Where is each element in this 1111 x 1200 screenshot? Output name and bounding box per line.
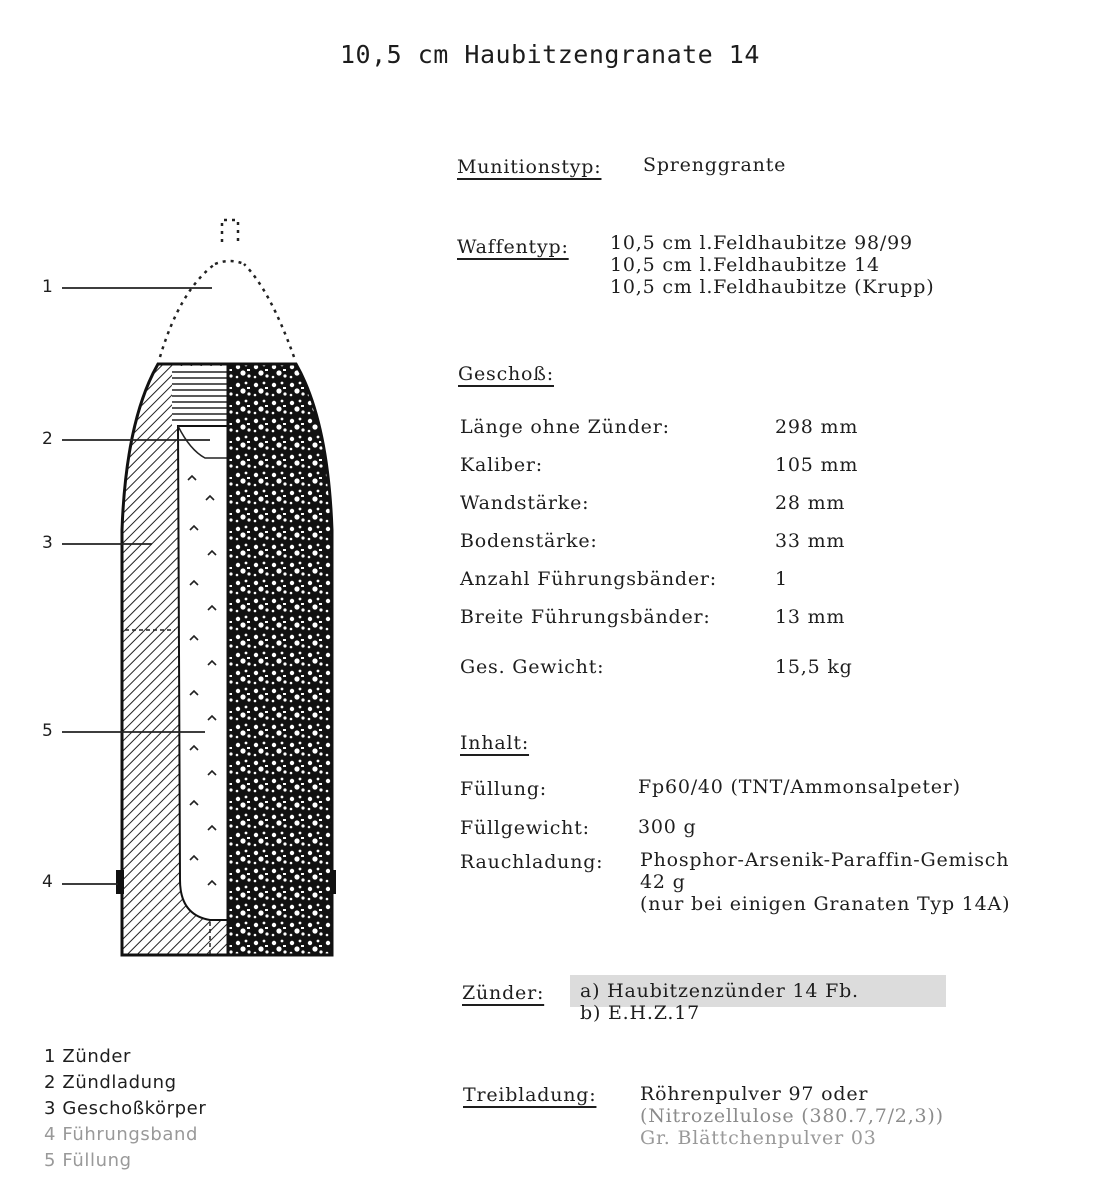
rauchladung-line: 42 g [640,871,686,893]
spec-row: Bodenstärke: 33 mm [460,530,846,552]
legend-item: 1 Zünder [44,1046,132,1067]
geschoss-table [460,408,880,686]
fuellung-value: Fp60/40 (TNT/Ammonsalpeter) [638,776,961,798]
fuze-seat-threads [172,366,228,426]
spec-row: Anzahl Führungsbänder: 1 [460,568,788,590]
legend-item: 3 Geschoßkörper [44,1098,207,1119]
callout-3: 3 [42,533,53,553]
legend-item: 4 Führungsband [44,1124,199,1145]
rauchladung-values [640,849,1010,915]
waffentyp-item: 10,5 cm l.Feldhaubitze 98/99 [610,232,913,254]
fuellung-label: Füllung: [460,778,548,800]
callout-2: 2 [42,429,53,449]
waffentyp-item: 10,5 cm l.Feldhaubitze (Krupp) [610,276,935,298]
munitionstyp-value: Sprenggrante [643,154,787,176]
treibladung-line: Gr. Blättchenpulver 03 [640,1127,877,1149]
shell-body-right [228,364,332,955]
treibladung-line: Röhrenpulver 97 oder [640,1083,869,1105]
geschoss-heading: Geschoß: [458,363,554,385]
zuender-heading: Zünder: [462,982,545,1004]
zuender-options [580,980,859,1024]
driving-band [116,870,124,894]
spec-row: Breite Führungsbänder: 13 mm [460,606,846,628]
spec-row: Länge ohne Zünder: 298 mm [460,416,859,438]
treibladung-line: (Nitrozellulose (380.7,7/2,3)) [640,1105,944,1127]
spec-row: Kaliber: 105 mm [460,454,859,476]
treibladung-heading: Treibladung: [463,1084,597,1106]
waffentyp-values [610,232,934,298]
zuender-option-b: b) E.H.Z.17 [580,1002,701,1024]
legend-item: 5 Füllung [44,1150,132,1171]
callout-1: 1 [42,277,53,297]
waffentyp-label: Waffentyp: [457,236,569,258]
callout-5: 5 [42,721,53,741]
page-title: 10,5 cm Haubitzengranate 14 [340,40,760,69]
munitionstyp-label: Munitionstyp: [457,156,602,178]
rauchladung-line: Phosphor-Arsenik-Paraffin-Gemisch [640,849,1010,871]
waffentyp-item: 10,5 cm l.Feldhaubitze 14 [610,254,880,276]
rauchladung-line: (nur bei einigen Granaten Typ 14A) [640,893,1011,915]
callout-4: 4 [42,872,53,892]
inhalt-heading: Inhalt: [460,732,530,754]
fuellgewicht-label: Füllgewicht: [460,817,590,839]
spec-row: Wandstärke: 28 mm [460,492,846,514]
treibladung-values [640,1083,944,1149]
spec-row: Ges. Gewicht: 15,5 kg [460,656,853,678]
diagram-legend [44,1044,206,1174]
shell-cross-section-diagram [0,200,360,980]
fuellgewicht-value: 300 g [638,816,697,838]
legend-item: 2 Zündladung [44,1072,177,1093]
rauchladung-label: Rauchladung: [460,851,604,873]
filling-cavity [178,426,228,920]
zuender-option-a: a) Haubitzenzünder 14 Fb. [580,980,859,1002]
